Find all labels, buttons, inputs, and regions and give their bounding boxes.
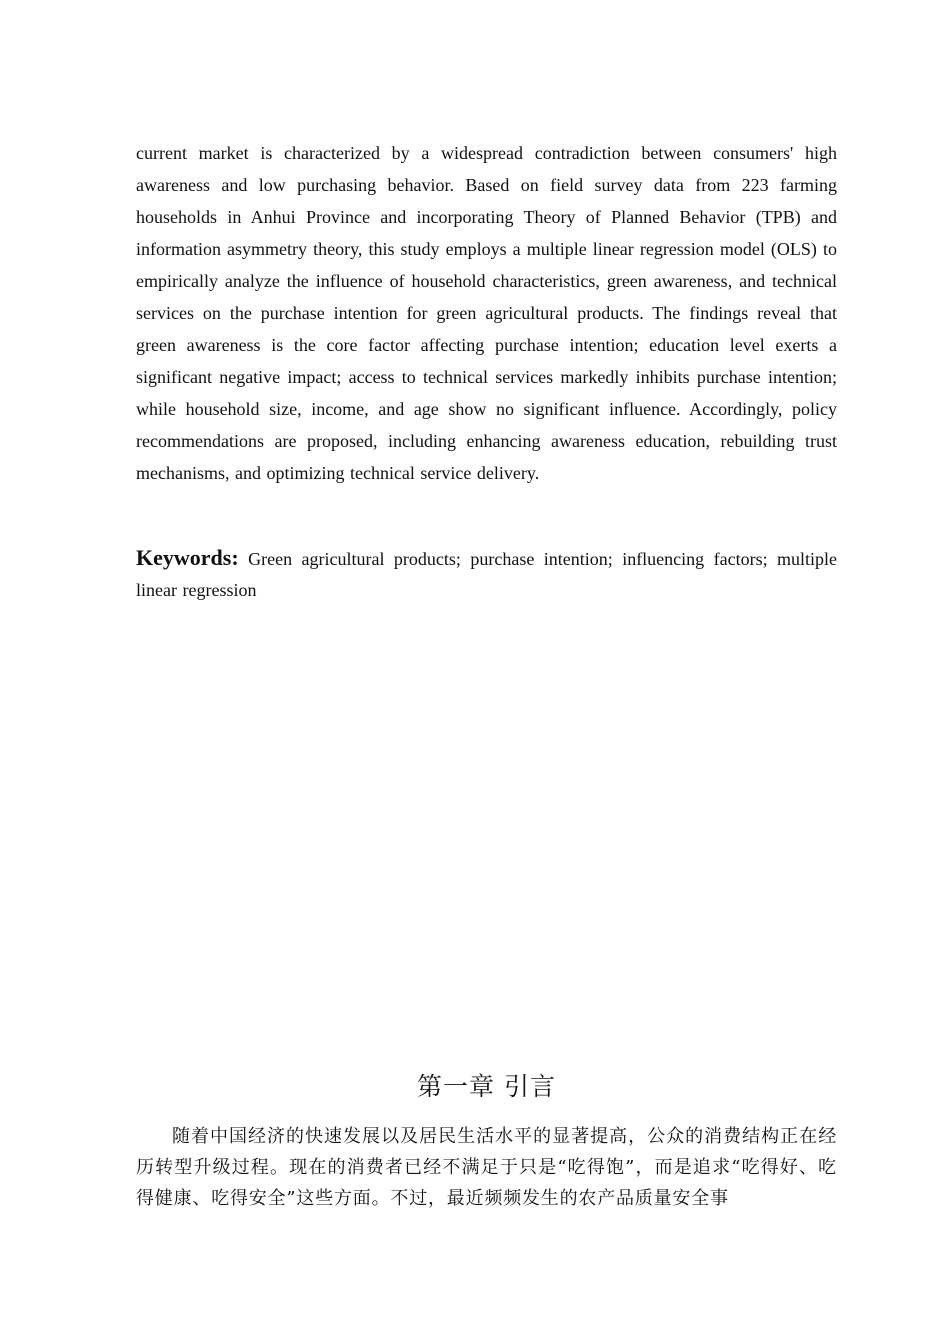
chapter-intro-paragraph: 随着中国经济的快速发展以及居民生活水平的显著提高，公众的消费结构正在经历转型升级过程。现在的消费者已经不满足于只是“吃得饱”，而是追求“吃得好、吃得健康、吃得安全”这些方面。不过，最近频频发生的农产品质量安全事: [136, 1126, 837, 1209]
keywords-text: Green agricultural products; purchase intention; influencing factors; multiple linear regression: [136, 549, 838, 600]
abstract-body: current market is characterized by a widespread contradiction between consumers' high awareness and low purchasing behavior. Based on field survey data from 223 farming households in Anhui Province and incorporating Theory of Planned Behavior (TPB) and information asymmetry theory, this study employs a multiple linear regression model (OLS) to empirically analyze the influence of household characteristics, green awareness, and technical services on the purchase intention for green agricultural products. The findings reveal that green awareness is the core factor affecting purchase intention; education level exerts a significant negative impact; access to technical services markedly inhibits purchase intention; while household size, income, and age show no significant influence. Accordingly, policy recommendations are proposed, including enhancing awareness education, rebuilding trust mechanisms, and optimizing technical service delivery.: [136, 143, 837, 483]
keywords-paragraph: [136, 542, 837, 606]
chapter-title: 第一章 引言: [417, 1072, 556, 1101]
keywords-label: Keywords:: [136, 545, 239, 570]
